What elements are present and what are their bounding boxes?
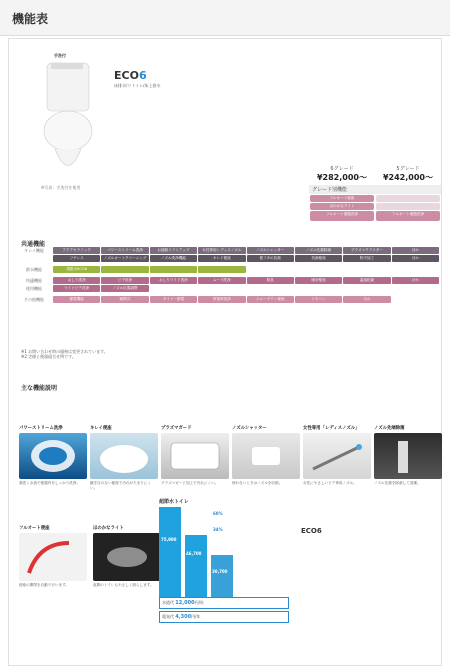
common-title: 共通機能 (21, 241, 46, 248)
eco-chart-model: ECO6 (301, 527, 322, 535)
feature-photo (161, 433, 229, 479)
feature-cell: ほか (343, 296, 390, 303)
grade-box (309, 165, 441, 222)
common-feature-grid (15, 247, 439, 304)
feature-photo (90, 433, 158, 479)
feature-row: その他機能 節電機能 瞬間式 タイマー節電 停電時洗浄 スローダウン便座 リモコン ほか (15, 296, 439, 303)
feature-row: キレイ機能 アクアセラミック パワーストリーム洗浄 お掃除リフトアップ 女性専用レディスノズル ノズルシャッター ノズル先端除菌 プラズマクラスター ほか (15, 247, 439, 254)
feature-cell: 抗菌便座 (295, 255, 342, 262)
feature-cell: おしり洗浄 (53, 277, 100, 284)
feature-cell: おしりワイド洗浄 (150, 277, 197, 284)
feature-photo (374, 433, 442, 479)
saving-electric: 電気代 4,300円/年 (159, 611, 289, 623)
chart-badge: 34% (213, 527, 223, 532)
chart-bar (211, 555, 233, 597)
feature-cell: 脱臭 (247, 277, 294, 284)
chart-bar (159, 507, 181, 597)
feature-card: ノズルシャッター 使わないときはノズルを収納。 (232, 425, 300, 490)
feature-photo (19, 533, 87, 581)
feature-photo (19, 433, 87, 479)
grade-tag (376, 203, 440, 210)
feature-cell: 停電時洗浄 (198, 296, 245, 303)
feature-cell: ノズル位置調整 (101, 285, 148, 292)
eco-chart (159, 499, 289, 659)
feature-photo (303, 433, 371, 479)
feature-cell: ほか (392, 247, 439, 254)
eco-chart-bars (159, 507, 289, 597)
lower-features (19, 525, 161, 588)
notes: ※1 お問い合わせ時の価格は変更されています。 ※2 定価と便器組合せ例です。 (21, 349, 108, 359)
feature-cell (150, 266, 197, 273)
feature-cell (101, 266, 148, 273)
feature-cell: ノズルシャッター (247, 247, 294, 254)
feature-card: フルオート便座 便座の開閉を自動で行います。 (19, 525, 87, 588)
feature-photo (93, 533, 161, 581)
main-features-title: 主な機能説明 (21, 385, 58, 392)
feature-photo (232, 433, 300, 479)
saving-water: 水道代 12,000円/年 (159, 597, 289, 609)
feature-card: プラズマガード プラズマガード加工で汚れにくい。 (161, 425, 229, 490)
chart-value: 75,900 (161, 537, 177, 542)
feature-cell: フチレス (53, 255, 100, 262)
feature-row: 節水機能 超節水ECO6 (15, 266, 439, 273)
feature-row (15, 255, 439, 262)
feature-cell: リモコン (295, 296, 342, 303)
feature-cell: 瞬間式 (101, 296, 148, 303)
grade-col: 5グレード ¥242,000～ (382, 166, 433, 182)
product-subtitle: 床排水/リトイレ/床上排水 (114, 83, 161, 88)
page-header (0, 0, 450, 36)
page-title: 機能表 (12, 12, 49, 26)
feature-cell: ノズル洗浄機能 (150, 255, 197, 262)
feature-cell: アクアセラミック (53, 247, 100, 254)
grade-col: 6グレード ¥282,000～ (316, 166, 367, 182)
feature-cell: ほか (392, 277, 439, 284)
feature-cell: ムーブ洗浄 (198, 277, 245, 284)
feature-card: パワーストリーム洗浄 渦巻く水流で便器内をしっかり洗浄。 (19, 425, 87, 490)
feature-card: ノズル先端除菌 ノズル先端を除菌して清潔。 (374, 425, 442, 490)
feature-cell: 防汚加工 (343, 255, 390, 262)
feature-cell: ノズル先端除菌 (295, 247, 342, 254)
feature-card: ほのかなライト 夜間のトイレもやさしく照らします。 (93, 525, 161, 588)
chart-value: 30,700 (212, 569, 228, 574)
feature-cell: お掃除リフトアップ (150, 247, 197, 254)
toilet-image (39, 57, 99, 187)
feature-row: 快適機能 おしり洗浄 ビデ洗浄 おしりワイド洗浄 ムーブ洗浄 脱臭 暖房便座 温風乾燥 ほか (15, 277, 439, 284)
feature-cell: ほか (392, 255, 439, 262)
feature-cell: 超節水ECO6 (53, 266, 100, 273)
spec-card (8, 38, 442, 666)
chart-value: 46,700 (186, 551, 202, 556)
photo-note: ※写真：手洗付を使用 (41, 185, 81, 190)
feature-cell: スローダウン便座 (247, 296, 294, 303)
grade-tag: フルオート便座 (310, 195, 374, 202)
grade-tag: ほのかなライト (310, 203, 374, 210)
grade-tag: フルオート便器洗浄 (310, 211, 374, 221)
feature-cell: タイマー節電 (150, 296, 197, 303)
feature-cell: ノズルオートクリーニング (101, 255, 148, 262)
feature-cell: 暖房便座 (295, 277, 342, 284)
feature-cell: 節電機能 (53, 296, 100, 303)
feature-card: キレイ便座 継ぎ目のない便座で汚れがたまりにくい。 (90, 425, 158, 490)
feature-cell (198, 266, 245, 273)
chart-bar (185, 535, 207, 597)
feature-cell: パワーストリーム洗浄 (101, 247, 148, 254)
feature-cell: ワイドビデ洗浄 (53, 285, 100, 292)
chart-badge: 60% (213, 511, 223, 516)
feature-row: 使用機能 ワイドビデ洗浄 ノズル位置調整 (15, 285, 439, 292)
feature-cell: 便フタの抗菌 (247, 255, 294, 262)
grade-tag: フルオート便器洗浄 (376, 211, 440, 221)
feature-cell: ビデ洗浄 (101, 277, 148, 284)
feature-cell: キレイ便座 (198, 255, 245, 262)
feature-cell: プラズマクラスター (343, 247, 390, 254)
product-model: ECO6 (114, 69, 147, 82)
feature-cell: 温風乾燥 (343, 277, 390, 284)
grade-label: グレード別機能 (309, 185, 441, 194)
eco-chart-title: 超節水トイレ (159, 499, 189, 505)
handwash-label: 手洗付 (54, 53, 66, 58)
feature-card: 女性専用「レディスノズル」 女性にやさしいビデ専用ノズル。 (303, 425, 371, 490)
grade-tag (376, 195, 440, 202)
main-features-row (19, 425, 442, 490)
feature-cell: 女性専用レディスノズル (198, 247, 245, 254)
